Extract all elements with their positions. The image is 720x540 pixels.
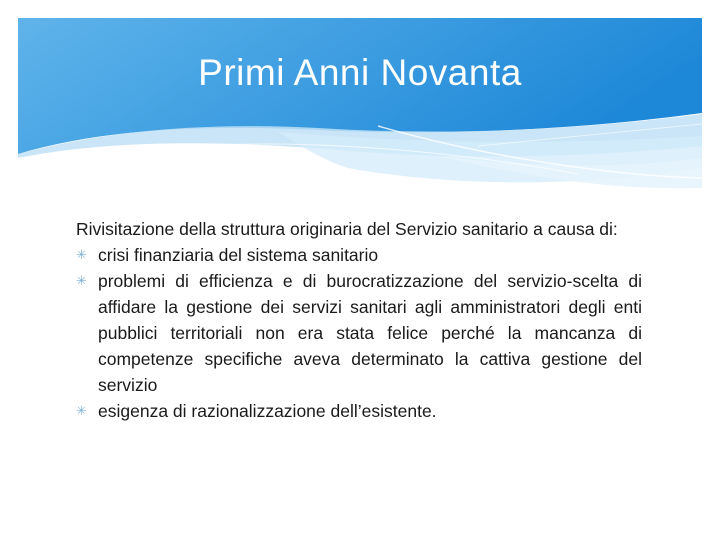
- intro-text: Rivisitazione della struttura originaria del Servizio sanitario a causa di:: [76, 219, 618, 239]
- asterisk-icon: ✳: [76, 247, 87, 262]
- asterisk-icon: ✳: [76, 273, 87, 288]
- list-item: [76, 398, 642, 424]
- bullet-list: [76, 242, 642, 424]
- asterisk-icon: ✳: [76, 403, 87, 418]
- banner-graphic: [18, 18, 702, 208]
- slide-body: [76, 216, 642, 424]
- bullet-text: problemi di efficienza e di burocratizzazione del servizio-scelta di affidare la gestione dei servizi sanitari agli amministratori degli enti pubblici territoriali non era stata felice perché la mancanza di competenze specifiche aveva determinato la cattiva gestione del servizio: [98, 271, 642, 395]
- slide-title: Primi Anni Novanta: [198, 52, 522, 93]
- bullet-text: esigenza di razionalizzazione dell’esistente.: [98, 401, 437, 421]
- title-banner: [18, 18, 702, 208]
- bullet-text: crisi finanziaria del sistema sanitario: [98, 245, 379, 265]
- list-item: [76, 242, 642, 268]
- list-item: [76, 268, 642, 398]
